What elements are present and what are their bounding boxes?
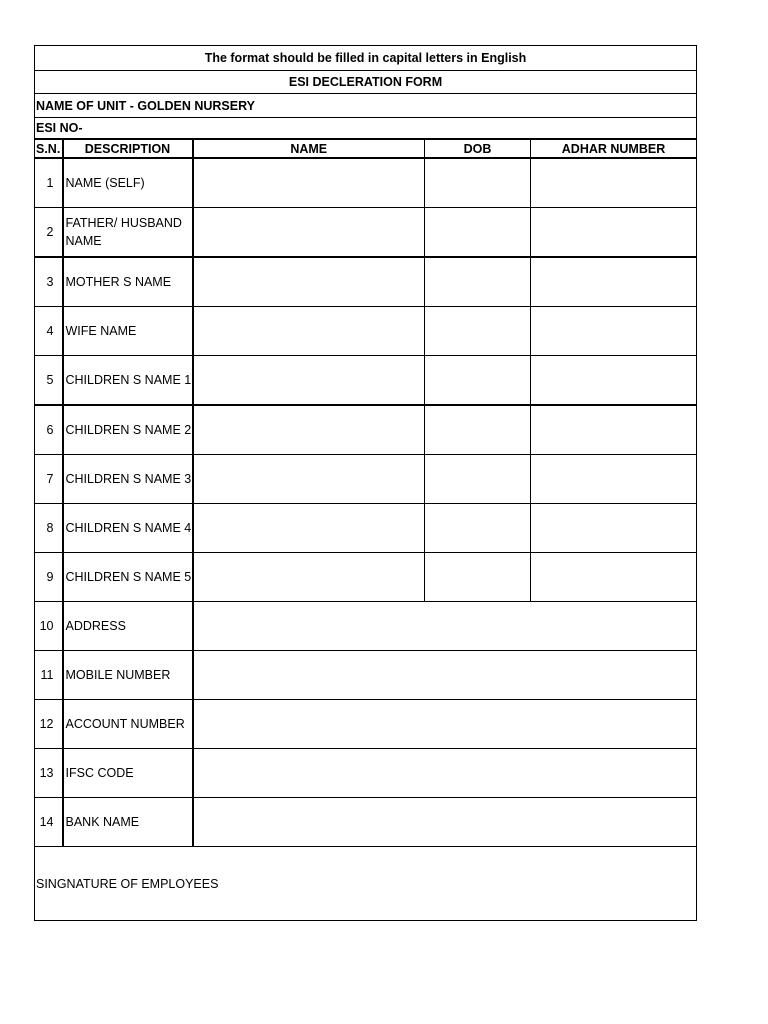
row-number: 4: [35, 307, 63, 356]
esi-declaration-form: [34, 45, 697, 921]
row-number: 12: [35, 700, 63, 749]
form-instruction-title: The format should be filled in capital letters in English: [35, 46, 697, 71]
row-description: CHILDREN S NAME 3: [63, 455, 193, 504]
adhar-cell[interactable]: [531, 208, 697, 258]
adhar-cell[interactable]: [531, 307, 697, 356]
table-row: [35, 455, 697, 504]
row-number: 13: [35, 749, 63, 798]
name-cell[interactable]: [193, 158, 425, 208]
row-description: ADDRESS: [63, 602, 193, 651]
row-number: 14: [35, 798, 63, 847]
row-description: MOTHER S NAME: [63, 257, 193, 307]
row-description: WIFE NAME: [63, 307, 193, 356]
adhar-cell[interactable]: [531, 405, 697, 455]
table-row: [35, 208, 697, 258]
dob-cell[interactable]: [425, 208, 531, 258]
name-cell[interactable]: [193, 405, 425, 455]
bank-name-cell[interactable]: [193, 798, 697, 847]
name-cell[interactable]: [193, 356, 425, 406]
adhar-cell[interactable]: [531, 455, 697, 504]
dob-cell[interactable]: [425, 405, 531, 455]
row-number: 2: [35, 208, 63, 258]
table-row: [35, 158, 697, 208]
table-row: [35, 749, 697, 798]
row-description: IFSC CODE: [63, 749, 193, 798]
adhar-cell[interactable]: [531, 504, 697, 553]
dob-cell[interactable]: [425, 257, 531, 307]
name-cell[interactable]: [193, 257, 425, 307]
adhar-cell[interactable]: [531, 356, 697, 406]
row-number: 9: [35, 553, 63, 602]
row-number: 1: [35, 158, 63, 208]
name-cell[interactable]: [193, 307, 425, 356]
table-row: [35, 405, 697, 455]
table-row: [35, 356, 697, 406]
row-description: FATHER/ HUSBAND NAME: [63, 208, 193, 258]
ifsc-code-cell[interactable]: [193, 749, 697, 798]
dob-cell[interactable]: [425, 553, 531, 602]
table-header-row: [35, 139, 697, 158]
table-row: [35, 307, 697, 356]
name-cell[interactable]: [193, 553, 425, 602]
adhar-cell[interactable]: [531, 158, 697, 208]
row-number: 6: [35, 405, 63, 455]
mobile-number-cell[interactable]: [193, 651, 697, 700]
form-title: ESI DECLERATION FORM: [35, 71, 697, 94]
table-row: [35, 798, 697, 847]
row-description: CHILDREN S NAME 1: [63, 356, 193, 406]
row-description: CHILDREN S NAME 5: [63, 553, 193, 602]
header-sn: S.N.: [35, 139, 63, 158]
dob-cell[interactable]: [425, 158, 531, 208]
table-row: [35, 504, 697, 553]
row-number: 11: [35, 651, 63, 700]
row-number: 3: [35, 257, 63, 307]
header-adhar-number: ADHAR NUMBER: [531, 139, 697, 158]
row-description: NAME (SELF): [63, 158, 193, 208]
name-cell[interactable]: [193, 504, 425, 553]
adhar-cell[interactable]: [531, 553, 697, 602]
dob-cell[interactable]: [425, 504, 531, 553]
header-dob: DOB: [425, 139, 531, 158]
adhar-cell[interactable]: [531, 257, 697, 307]
table-row: [35, 700, 697, 749]
header-name: NAME: [193, 139, 425, 158]
name-cell[interactable]: [193, 455, 425, 504]
row-description: ACCOUNT NUMBER: [63, 700, 193, 749]
row-number: 5: [35, 356, 63, 406]
row-description: CHILDREN S NAME 4: [63, 504, 193, 553]
address-cell[interactable]: [193, 602, 697, 651]
table-row: [35, 257, 697, 307]
row-description: MOBILE NUMBER: [63, 651, 193, 700]
dob-cell[interactable]: [425, 356, 531, 406]
table-row: [35, 602, 697, 651]
employee-signature-field[interactable]: SINGNATURE OF EMPLOYEES: [35, 847, 697, 921]
header-description: DESCRIPTION: [63, 139, 193, 158]
row-number: 8: [35, 504, 63, 553]
table-row: [35, 651, 697, 700]
unit-name-line: NAME OF UNIT - GOLDEN NURSERY: [35, 94, 697, 118]
row-description: BANK NAME: [63, 798, 193, 847]
dob-cell[interactable]: [425, 307, 531, 356]
account-number-cell[interactable]: [193, 700, 697, 749]
table-row: [35, 553, 697, 602]
row-number: 7: [35, 455, 63, 504]
row-description: CHILDREN S NAME 2: [63, 405, 193, 455]
esi-number-line: ESI NO-: [35, 118, 697, 140]
name-cell[interactable]: [193, 208, 425, 258]
row-number: 10: [35, 602, 63, 651]
dob-cell[interactable]: [425, 455, 531, 504]
